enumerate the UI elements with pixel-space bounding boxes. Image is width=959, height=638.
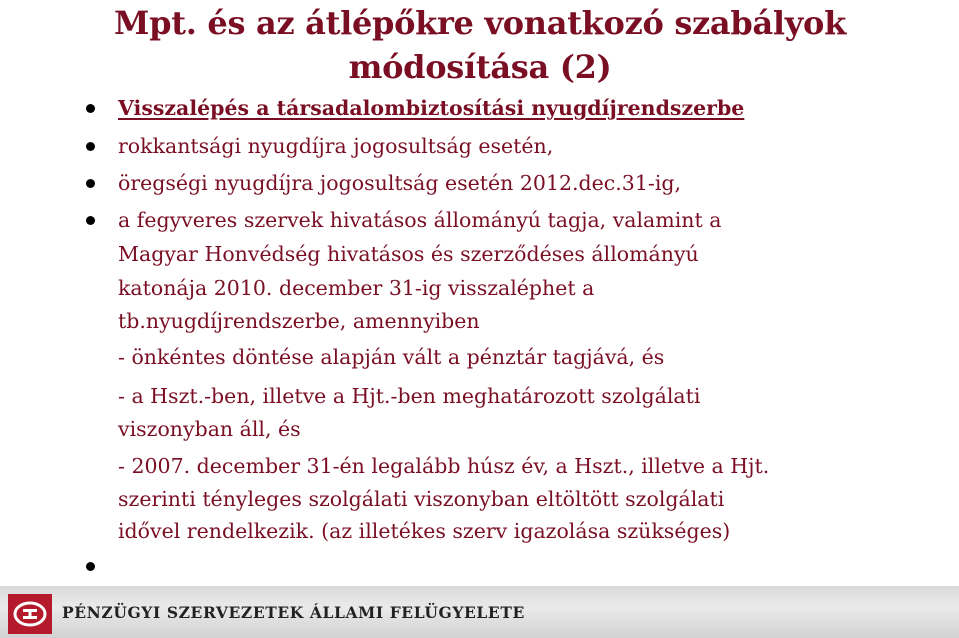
section-heading: Visszalépés a társadalombiztosítási nyugdíjrendszerbe	[118, 96, 745, 120]
pszaf-logo-icon	[8, 594, 52, 634]
slide-title-line-1: Mpt. és az átlépőkre vonatkozó szabályok	[114, 4, 846, 42]
text-line: szerinti tényleges szolgálati viszonyban eltöltött szolgálati	[118, 487, 725, 511]
bullet-icon	[86, 562, 95, 571]
text-line: rokkantsági nyugdíjra jogosultság esetén,	[118, 134, 554, 158]
text-line: viszonyban áll, és	[118, 417, 301, 441]
text-line: öregségi nyugdíjra jogosultság esetén 2012.dec.31-ig,	[118, 171, 682, 195]
bullet-icon	[86, 179, 95, 188]
text-line: - 2007. december 31-én legalább húsz év, a Hszt., illetve a Hjt.	[118, 454, 770, 478]
text-line: - önkéntes döntése alapján vált a pénztár tagjává, és	[118, 345, 665, 369]
bullet-icon	[86, 216, 95, 225]
bullet-icon	[86, 142, 95, 151]
slide-title-line-2: módosítása (2)	[348, 48, 612, 86]
text-line: a fegyveres szervek hivatásos állományú tagja, valamint a	[118, 208, 722, 232]
text-line: idővel rendelkezik. (az illetékes szerv igazolása szükséges)	[118, 519, 731, 543]
text-line: tb.nyugdíjrendszerbe, amennyiben	[118, 309, 480, 333]
text-line: katonája 2010. december 31-ig visszaléphet a	[118, 276, 595, 300]
bullet-icon	[86, 104, 95, 113]
text-line: - a Hszt.-ben, illetve a Hjt.-ben meghatározott szolgálati	[118, 384, 701, 408]
text-line: Magyar Honvédség hivatásos és szerződéses állományú	[118, 242, 699, 266]
footer-organization-name: PÉNZÜGYI SZERVEZETEK ÁLLAMI FELÜGYELETE	[62, 603, 525, 622]
